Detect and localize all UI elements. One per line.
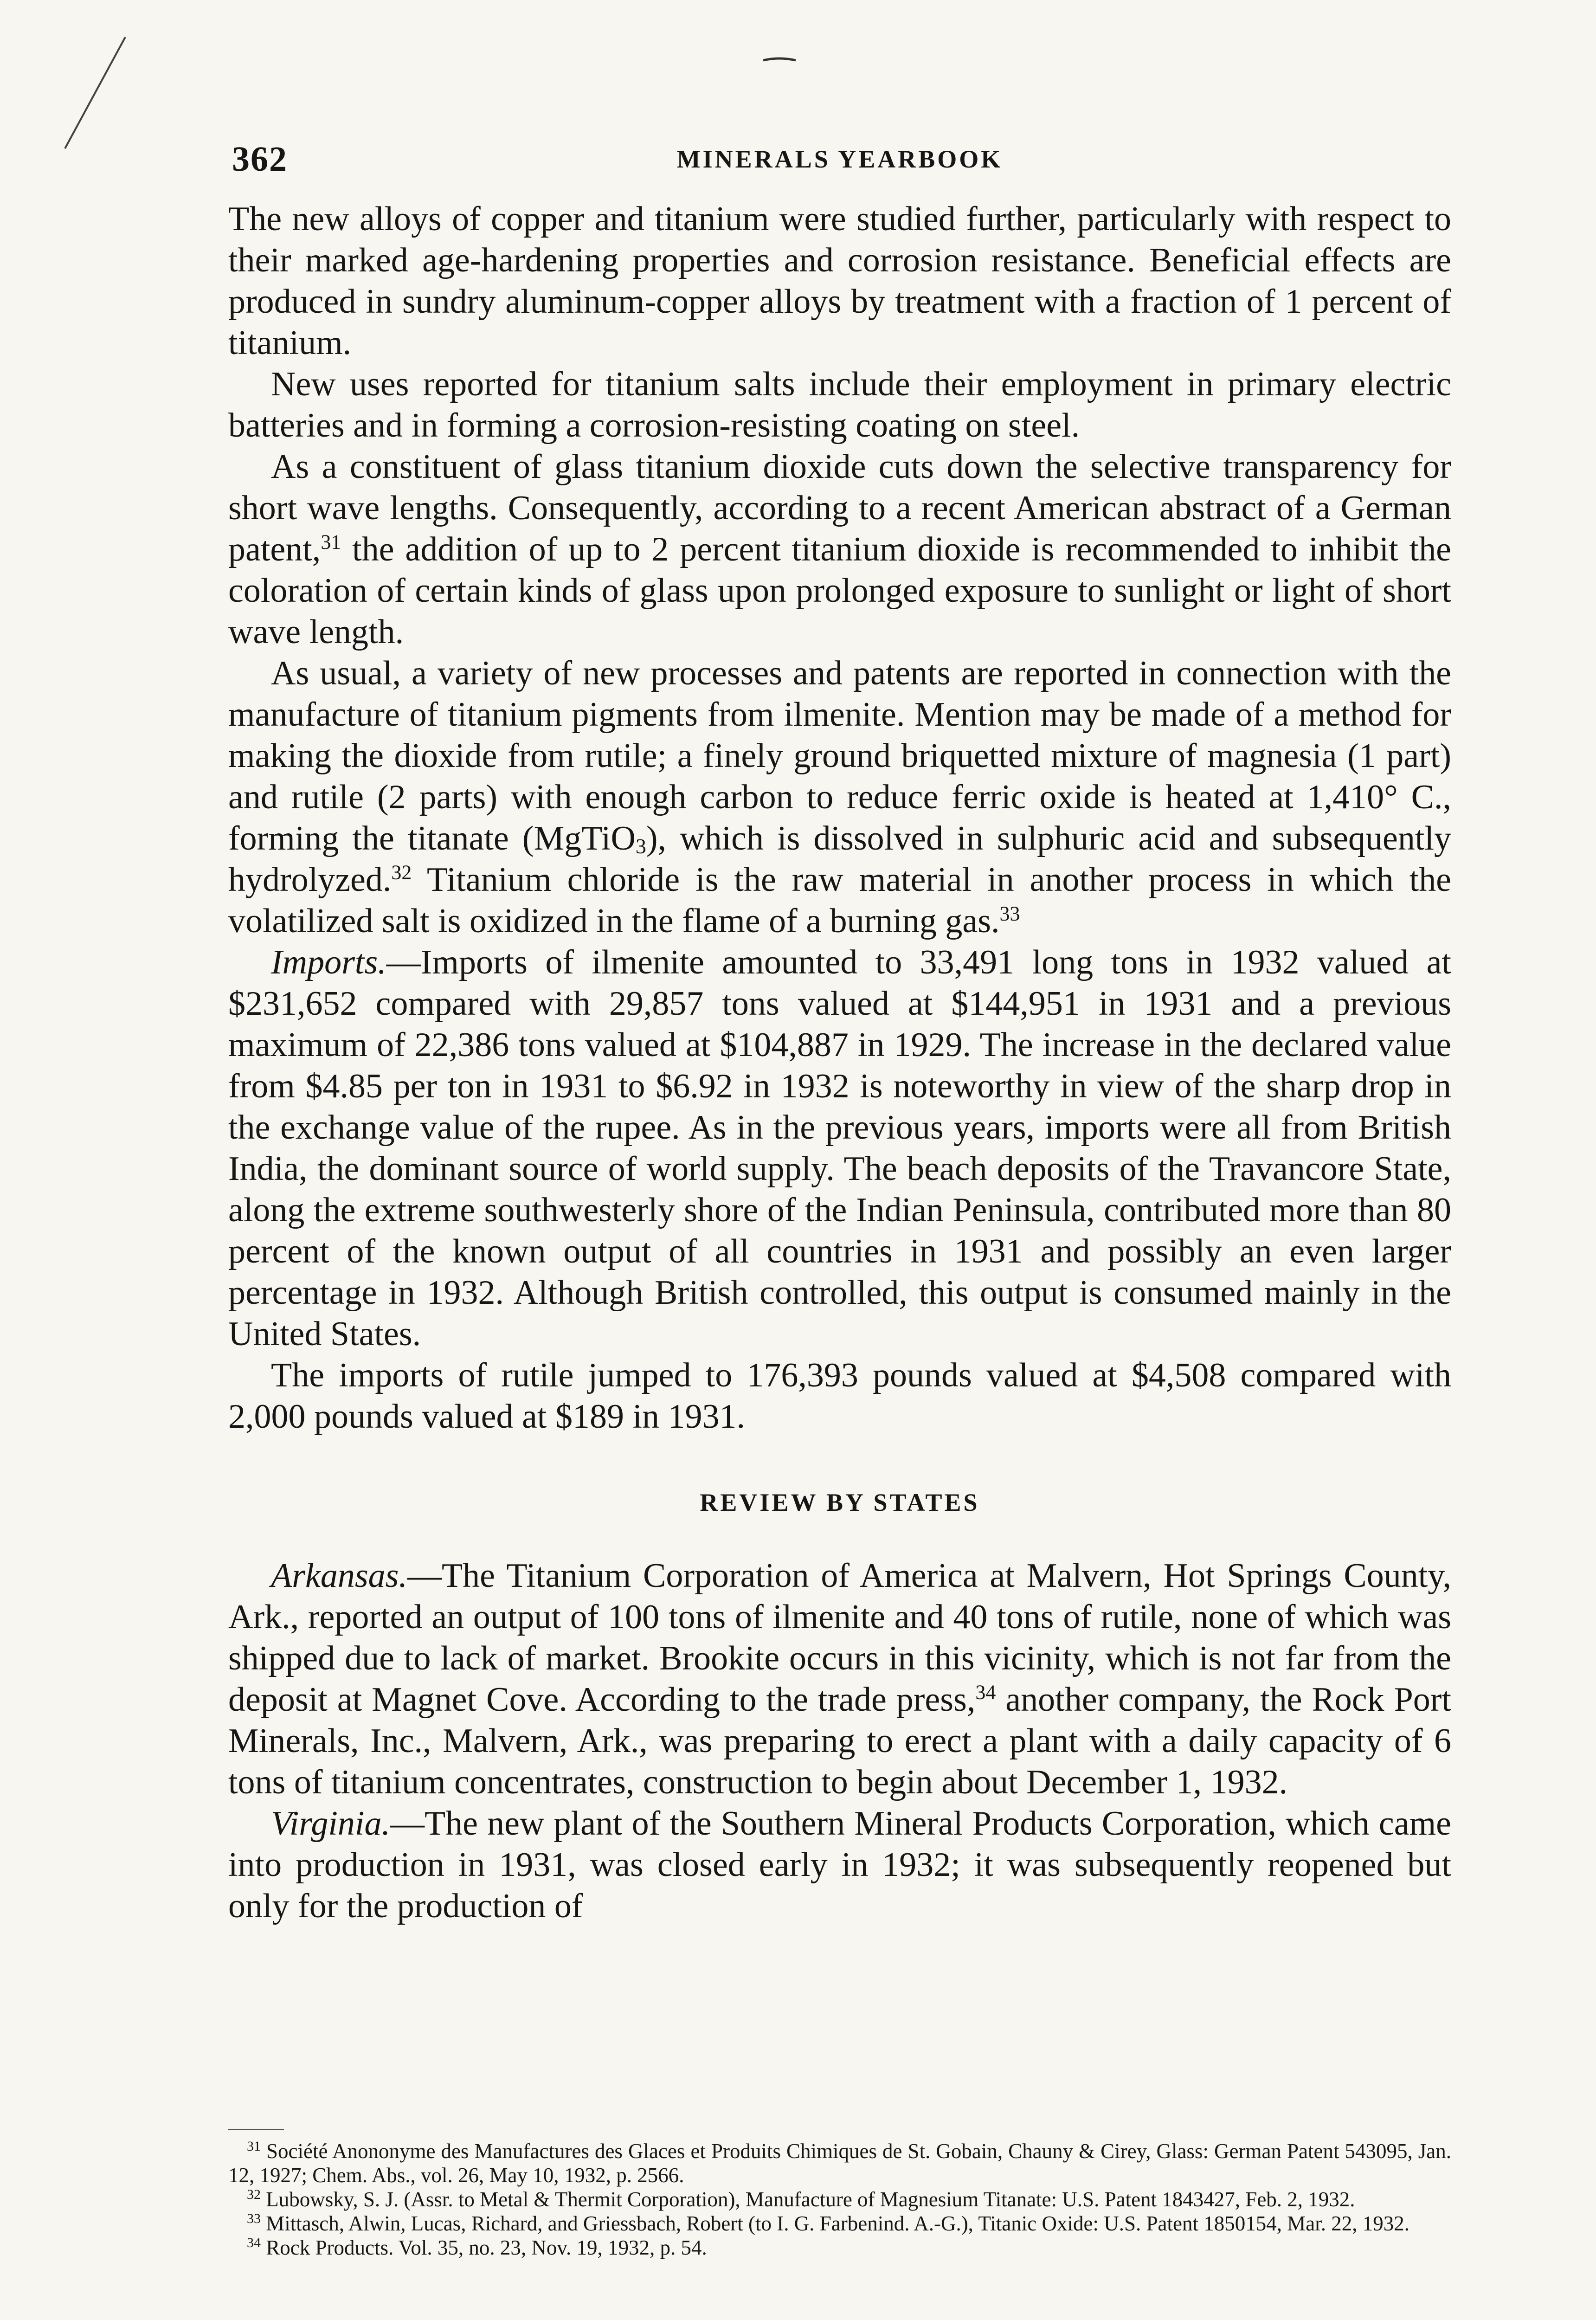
- paragraph-alloys: The new alloys of copper and titanium were studied further, particularly with respect to their marked age-hardening properties and corrosion resistance. Beneficial effects are produced in sundry aluminum-copper alloys by treatment with a fraction of 1 percent of titanium.: [228, 200, 1451, 362]
- footnote-rule: [228, 2129, 284, 2130]
- footnote-ref-34: 34: [975, 1681, 996, 1704]
- footnote: $^{32}$ Lubowsky, S. J. (Assr. to Metal & Thermit Corporation), Manufacture of Magnesium Titanate: U.S. Patent 1843427, Feb. 2, 1932.: [247, 2187, 1355, 2211]
- pen-mark: [56, 32, 135, 153]
- page-number: 362: [232, 140, 288, 179]
- paragraph-virginia: Virginia.—The new plant of the Southern Mineral Products Corporation, which came into production in 1931, was closed early in 1932; it was subsequently reopened but only for the production of: [228, 1804, 1451, 1925]
- paragraph-salts: New uses reported for titanium salts include their employment in primary electric batteries and in forming a corrosion-resisting coating on steel.: [228, 365, 1451, 445]
- footnote: $^{31}$ Société Anononyme des Manufactures des Glaces et Produits Chimiques de St. Gobain, Chauny & Cirey, Glass: German Patent 543095, Jan. 12, 1927; Chem. Abs., vol. 26, May 10, 1932, p. 2566.: [228, 2139, 1451, 2187]
- section-heading: REVIEW BY STATES: [700, 1489, 980, 1516]
- paragraph-glass: As a constituent of glass titanium dioxide cuts down the selective transparency for short wave lengths. Consequently, according to a recent American abstract of a German patent,$^{31}$ the addition of up to 2 percent titanium dioxide is recommended to inhibit the coloration of certain kinds of glass upon prolonged exposure to sunlight or light of short wave length.: [228, 448, 1451, 651]
- running-title: MINERALS YEARBOOK: [676, 145, 1003, 173]
- paragraph-rutile-imports: The imports of rutile jumped to 176,393 pounds valued at $4,508 compared with 2,000 pounds valued at $189 in 1931.: [228, 1356, 1451, 1436]
- footnote: $^{33}$ Mittasch, Alwin, Lucas, Richard, and Griessbach, Robert (to I. G. Farbenind. A.-G.), Titanic Oxide: U.S. Patent 1850154, Mar. 22, 1932.: [247, 2211, 1409, 2235]
- ink-dash: [761, 55, 798, 64]
- footnote-ref-31: 31: [321, 530, 341, 554]
- footnote-ref-33: 33: [999, 902, 1020, 925]
- footnote: $^{34}$ Rock Products. Vol. 35, no. 23, Nov. 19, 1932, p. 54.: [247, 2235, 707, 2259]
- paragraph-processes: As usual, a variety of new processes and patents are reported in connection with the manufacture of titanium pigments from ilmenite. Mention may be made of a method for making the dioxide from rutile; a finely ground briquetted mixture of magnesia (1 part) and rutile (2 parts) with enough carbon to reduce ferric oxide is heated at 1,410° C., forming the titanate (MgTiO$_3$), which is dissolved in sulphuric acid and subsequently hydrolyzed.$^{32}$ Titanium chloride is the raw material in another process in which the volatilized salt is oxidized in the flame of a burning gas.$^{33}$: [228, 654, 1451, 940]
- paragraph-imports: Imports.—Imports of ilmenite amounted to 33,491 long tons in 1932 valued at $231,652 compared with 29,857 tons valued at $144,951 in 1931 and a previous maximum of 22,386 tons valued at $104,887 in 1929. The increase in the declared value from $4.85 per ton in 1931 to $6.92 in 1932 is noteworthy in view of the sharp drop in the exchange value of the rupee. As in the previous years, imports were all from British India, the dominant source of world supply. The beach deposits of the Travancore State, along the extreme southwesterly shore of the Indian Peninsula, contributed more than 80 percent of the known output of all countries in 1931 and possibly an even larger percentage in 1932. Although British controlled, this output is consumed mainly in the United States.: [228, 943, 1451, 1353]
- paragraph-arkansas: Arkansas.—The Titanium Corporation of America at Malvern, Hot Springs County, Ark., reported an output of 100 tons of ilmenite and 40 tons of rutile, none of which was shipped due to lack of market. Brookite occurs in this vicinity, which is not far from the deposit at Magnet Cove. According to the trade press,$^{34}$ another company, the Rock Port Minerals, Inc., Malvern, Ark., was preparing to erect a plant with a daily capacity of 6 tons of titanium concentrates, construction to begin about December 1, 1932.: [228, 1557, 1451, 1801]
- body-text: [228, 199, 1451, 1927]
- footnote-ref-32: 32: [391, 861, 412, 884]
- page-header: [232, 134, 1448, 185]
- footnotes: [228, 2139, 1451, 2260]
